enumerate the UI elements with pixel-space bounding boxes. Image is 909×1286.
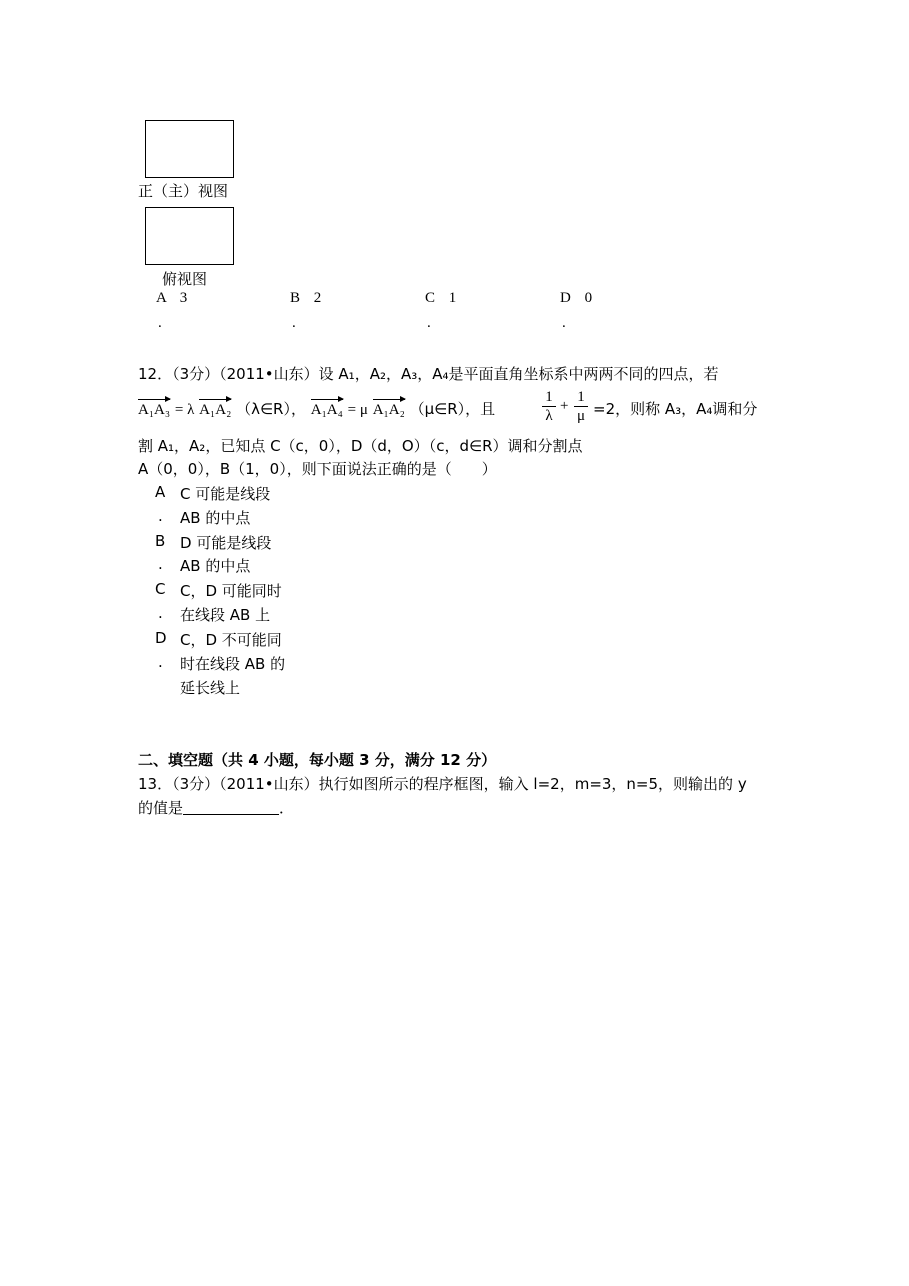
q11-option-c-dot: . bbox=[427, 315, 431, 331]
q12-option-c-line1: C，D 可能同时 bbox=[180, 582, 282, 600]
q11-option-c bbox=[425, 290, 456, 307]
q12-option-d-letter: D bbox=[155, 629, 167, 647]
vector-label: A₁A₄ bbox=[310, 402, 343, 418]
option-letter: A bbox=[156, 290, 167, 306]
q12-option-d-line3: 延长线上 bbox=[180, 679, 241, 697]
condition-lambda: （λ∈R）， bbox=[236, 400, 306, 418]
q12-option-a-line2: AB 的中点 bbox=[180, 509, 251, 527]
q12-option-a-line1: C 可能是线段 bbox=[180, 485, 271, 503]
q12-stem-line1: 12．（3分）（2011•山东）设 A₁，A₂，A₃，A₄是平面直角坐标系中两两不同的四点，若 bbox=[138, 365, 719, 383]
vector-a1a2 bbox=[199, 402, 231, 419]
q12-stem-line2 bbox=[138, 398, 495, 419]
option-letter: B bbox=[290, 290, 301, 306]
numerator: 1 bbox=[577, 389, 585, 405]
equals-mu: = μ bbox=[347, 402, 368, 418]
q11-option-a bbox=[156, 290, 187, 307]
answer-blank bbox=[183, 800, 279, 815]
q11-option-d bbox=[560, 290, 592, 307]
q12-option-b-line1: D 可能是线段 bbox=[180, 534, 272, 552]
q12-option-d-line2: 时在线段 AB 的 bbox=[180, 655, 286, 673]
vector-label: A₁A₃ bbox=[138, 402, 171, 418]
vector-label: A₁A₂ bbox=[199, 402, 232, 418]
condition-mu: （μ∈R），且 bbox=[409, 400, 496, 418]
q12-option-b-line2: AB 的中点 bbox=[180, 557, 251, 575]
q12-option-c-letter: C bbox=[155, 580, 166, 598]
top-view-rectangle bbox=[145, 207, 234, 265]
plus-sign: + bbox=[560, 398, 569, 414]
front-view-label: 正（主）视图 bbox=[138, 182, 229, 200]
numerator: 1 bbox=[545, 389, 553, 405]
vector-label: A₁A₂ bbox=[372, 402, 405, 418]
denominator: μ bbox=[576, 408, 586, 424]
q12-stem-line3: 割 A₁，A₂，已知点 C（c，0），D（d，O）（c，d∈R）调和分割点 bbox=[138, 437, 583, 455]
q12-option-b-letter: B bbox=[155, 532, 166, 550]
q12-option-a-dot: . bbox=[158, 507, 163, 525]
front-view-rectangle bbox=[145, 120, 234, 178]
q12-option-d-line1: C，D 不可能同 bbox=[180, 631, 282, 649]
q13-suffix: ． bbox=[279, 799, 295, 817]
equals-lambda: = λ bbox=[174, 402, 195, 418]
option-value: 1 bbox=[448, 290, 457, 306]
q12-stem-line2-tail: =2，则称 A₃，A₄调和分 bbox=[593, 400, 758, 418]
q11-option-b-dot: . bbox=[292, 315, 296, 331]
option-value: 3 bbox=[179, 290, 188, 306]
vector-a1a3 bbox=[138, 402, 170, 419]
section-title: 二、填空题（共 4 小题，每小题 3 分，满分 12 分） bbox=[138, 751, 497, 769]
fraction-bar bbox=[542, 406, 556, 407]
q12-option-b-dot: . bbox=[158, 555, 163, 573]
q12-stem-line4: A（0，0），B（1，0），则下面说法正确的是（ ） bbox=[138, 460, 497, 478]
q11-option-a-dot: . bbox=[158, 315, 162, 331]
q12-option-c-dot: . bbox=[158, 604, 163, 622]
q13-stem-line1: 13．（3分）（2011•山东）执行如图所示的程序框图，输入 l=2，m=3，n=5，则输出的 y bbox=[138, 775, 747, 793]
q12-option-a-letter: A bbox=[155, 483, 166, 501]
option-value: 0 bbox=[584, 290, 593, 306]
option-value: 2 bbox=[313, 290, 322, 306]
q13-prefix: 的值是 bbox=[138, 799, 184, 817]
vector-a1a4 bbox=[311, 402, 343, 419]
top-view-label: 俯视图 bbox=[162, 270, 208, 288]
option-letter: D bbox=[560, 290, 571, 306]
q13-stem-line2 bbox=[138, 797, 294, 818]
vector-a1a2-second bbox=[373, 402, 405, 419]
q12-option-c-line2: 在线段 AB 上 bbox=[180, 606, 271, 624]
fraction-one-over-mu bbox=[572, 389, 590, 424]
fraction-bar bbox=[574, 406, 588, 407]
fraction-one-over-lambda bbox=[540, 389, 558, 424]
denominator: λ bbox=[545, 408, 553, 424]
q11-option-b bbox=[290, 290, 321, 307]
q11-option-d-dot: . bbox=[562, 315, 566, 331]
option-letter: C bbox=[425, 290, 436, 306]
q12-option-d-dot: . bbox=[158, 653, 163, 671]
